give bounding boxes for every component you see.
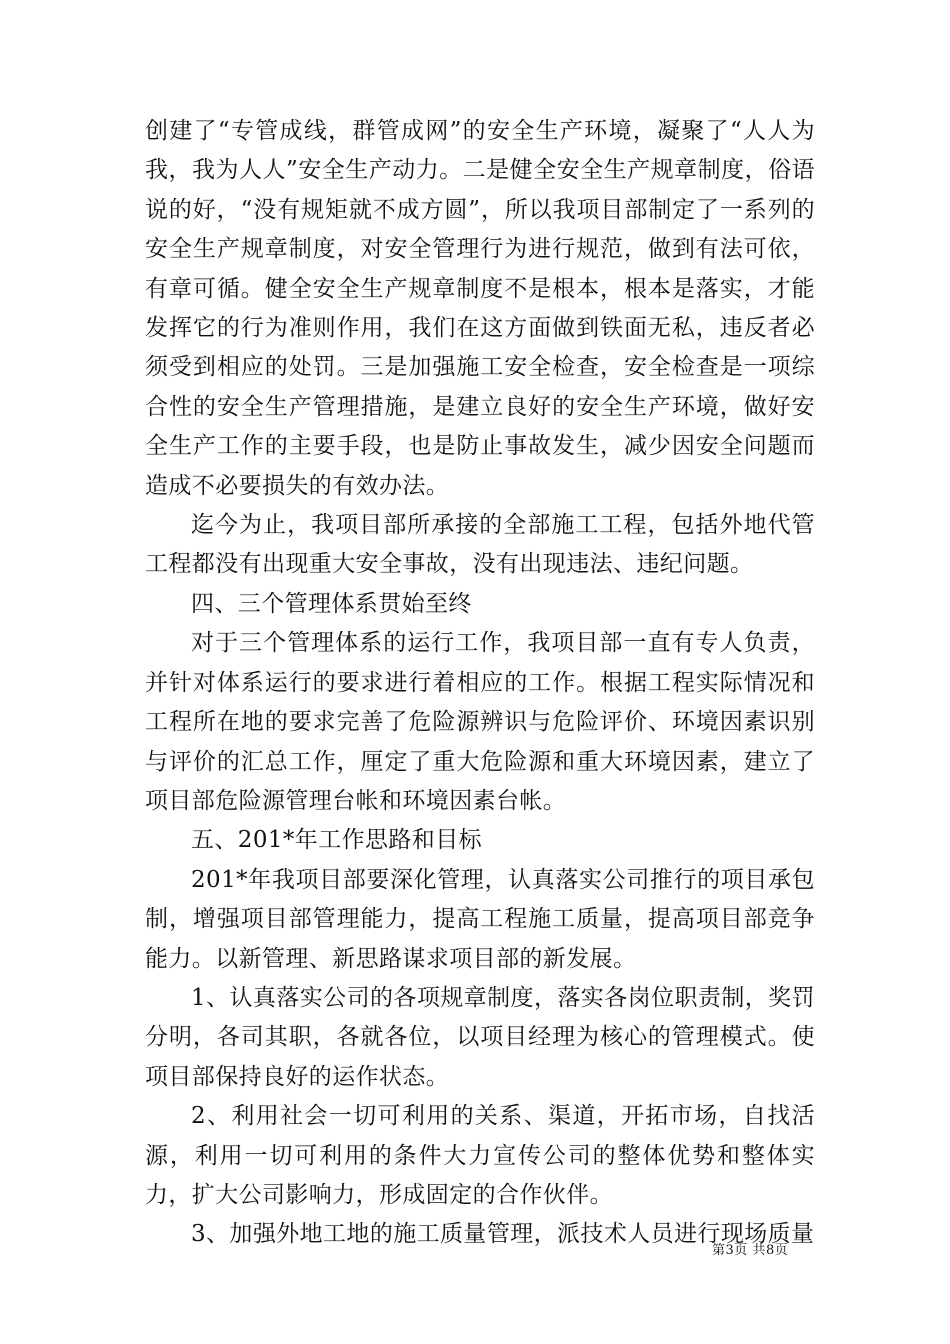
footer-middle: 页 共 [734, 1243, 766, 1258]
section-heading-five: 五、201*年工作思路和目标 [191, 827, 482, 854]
document-body [145, 112, 815, 1255]
footer-suffix: 页 [774, 1243, 789, 1258]
footer-current-page: 3 [725, 1243, 735, 1258]
paragraph-safety-regulations: 创建了“专管成线，群管成网”的安全生产环境，凝聚了“人人为我，我为人人”安全生产动力。二是健全安全生产规章制度，俗语说的好，“没有规矩就不成方圆”，所以我项目部制定了一系列的安全生产规章制度，对安全管理行为进行规范，做到有法可依，有章可循。健全安全生产规章制度不是根本，根本是落实，才能发挥它的行为准则作用，我们在这方面做到铁面无私，违反者必须受到相应的处罚。三是加强施工安全检查，安全检查是一项综合性的安全生产管理措施，是建立良好的安全生产环境，做好安全生产工作的主要手段，也是防止事故发生，减少因安全问题而造成不必要损失的有效办法。 [145, 118, 815, 499]
paragraph-goals-intro: 201*年我项目部要深化管理，认真落实公司推行的项目承包制，增强项目部管理能力，提高工程施工质量，提高项目部竞争能力。以新管理、新思路谋求项目部的新发展。 [145, 866, 815, 972]
list-item-1: 1、认真落实公司的各项规章制度，落实各岗位职责制，奖罚分明，各司其职，各就各位，以项目经理为核心的管理模式。使项目部保持良好的运作状态。 [145, 984, 815, 1090]
footer-prefix: 第 [712, 1243, 726, 1258]
footer-total-pages: 8 [765, 1243, 775, 1258]
paragraph-management-systems: 对于三个管理体系的运行工作，我项目部一直有专人负责，并针对体系运行的要求进行着相应的工作。根据工程实际情况和工程所在地的要求完善了危险源辨识与危险评价、环境因素识别与评价的汇总工作，厘定了重大危险源和重大环境因素，建立了项目部危险源管理台帐和环境因素台帐。 [145, 630, 815, 814]
page-number-footer [712, 1239, 788, 1258]
list-item-3: 3、加强外地工地的施工质量管理，派技术人员进行现场质量 [191, 1221, 815, 1248]
section-heading-four: 四、三个管理体系贯始至终 [191, 590, 472, 617]
paragraph-no-accidents: 迄今为止，我项目部所承接的全部施工工程，包括外地代管工程都没有出现重大安全事故，没有出现违法、违纪问题。 [145, 512, 815, 578]
list-item-2: 2、利用社会一切可利用的关系、渠道，开拓市场，自找活源，利用一切可利用的条件大力宣传公司的整体优势和整体实力，扩大公司影响力，形成固定的合作伙伴。 [145, 1103, 815, 1208]
